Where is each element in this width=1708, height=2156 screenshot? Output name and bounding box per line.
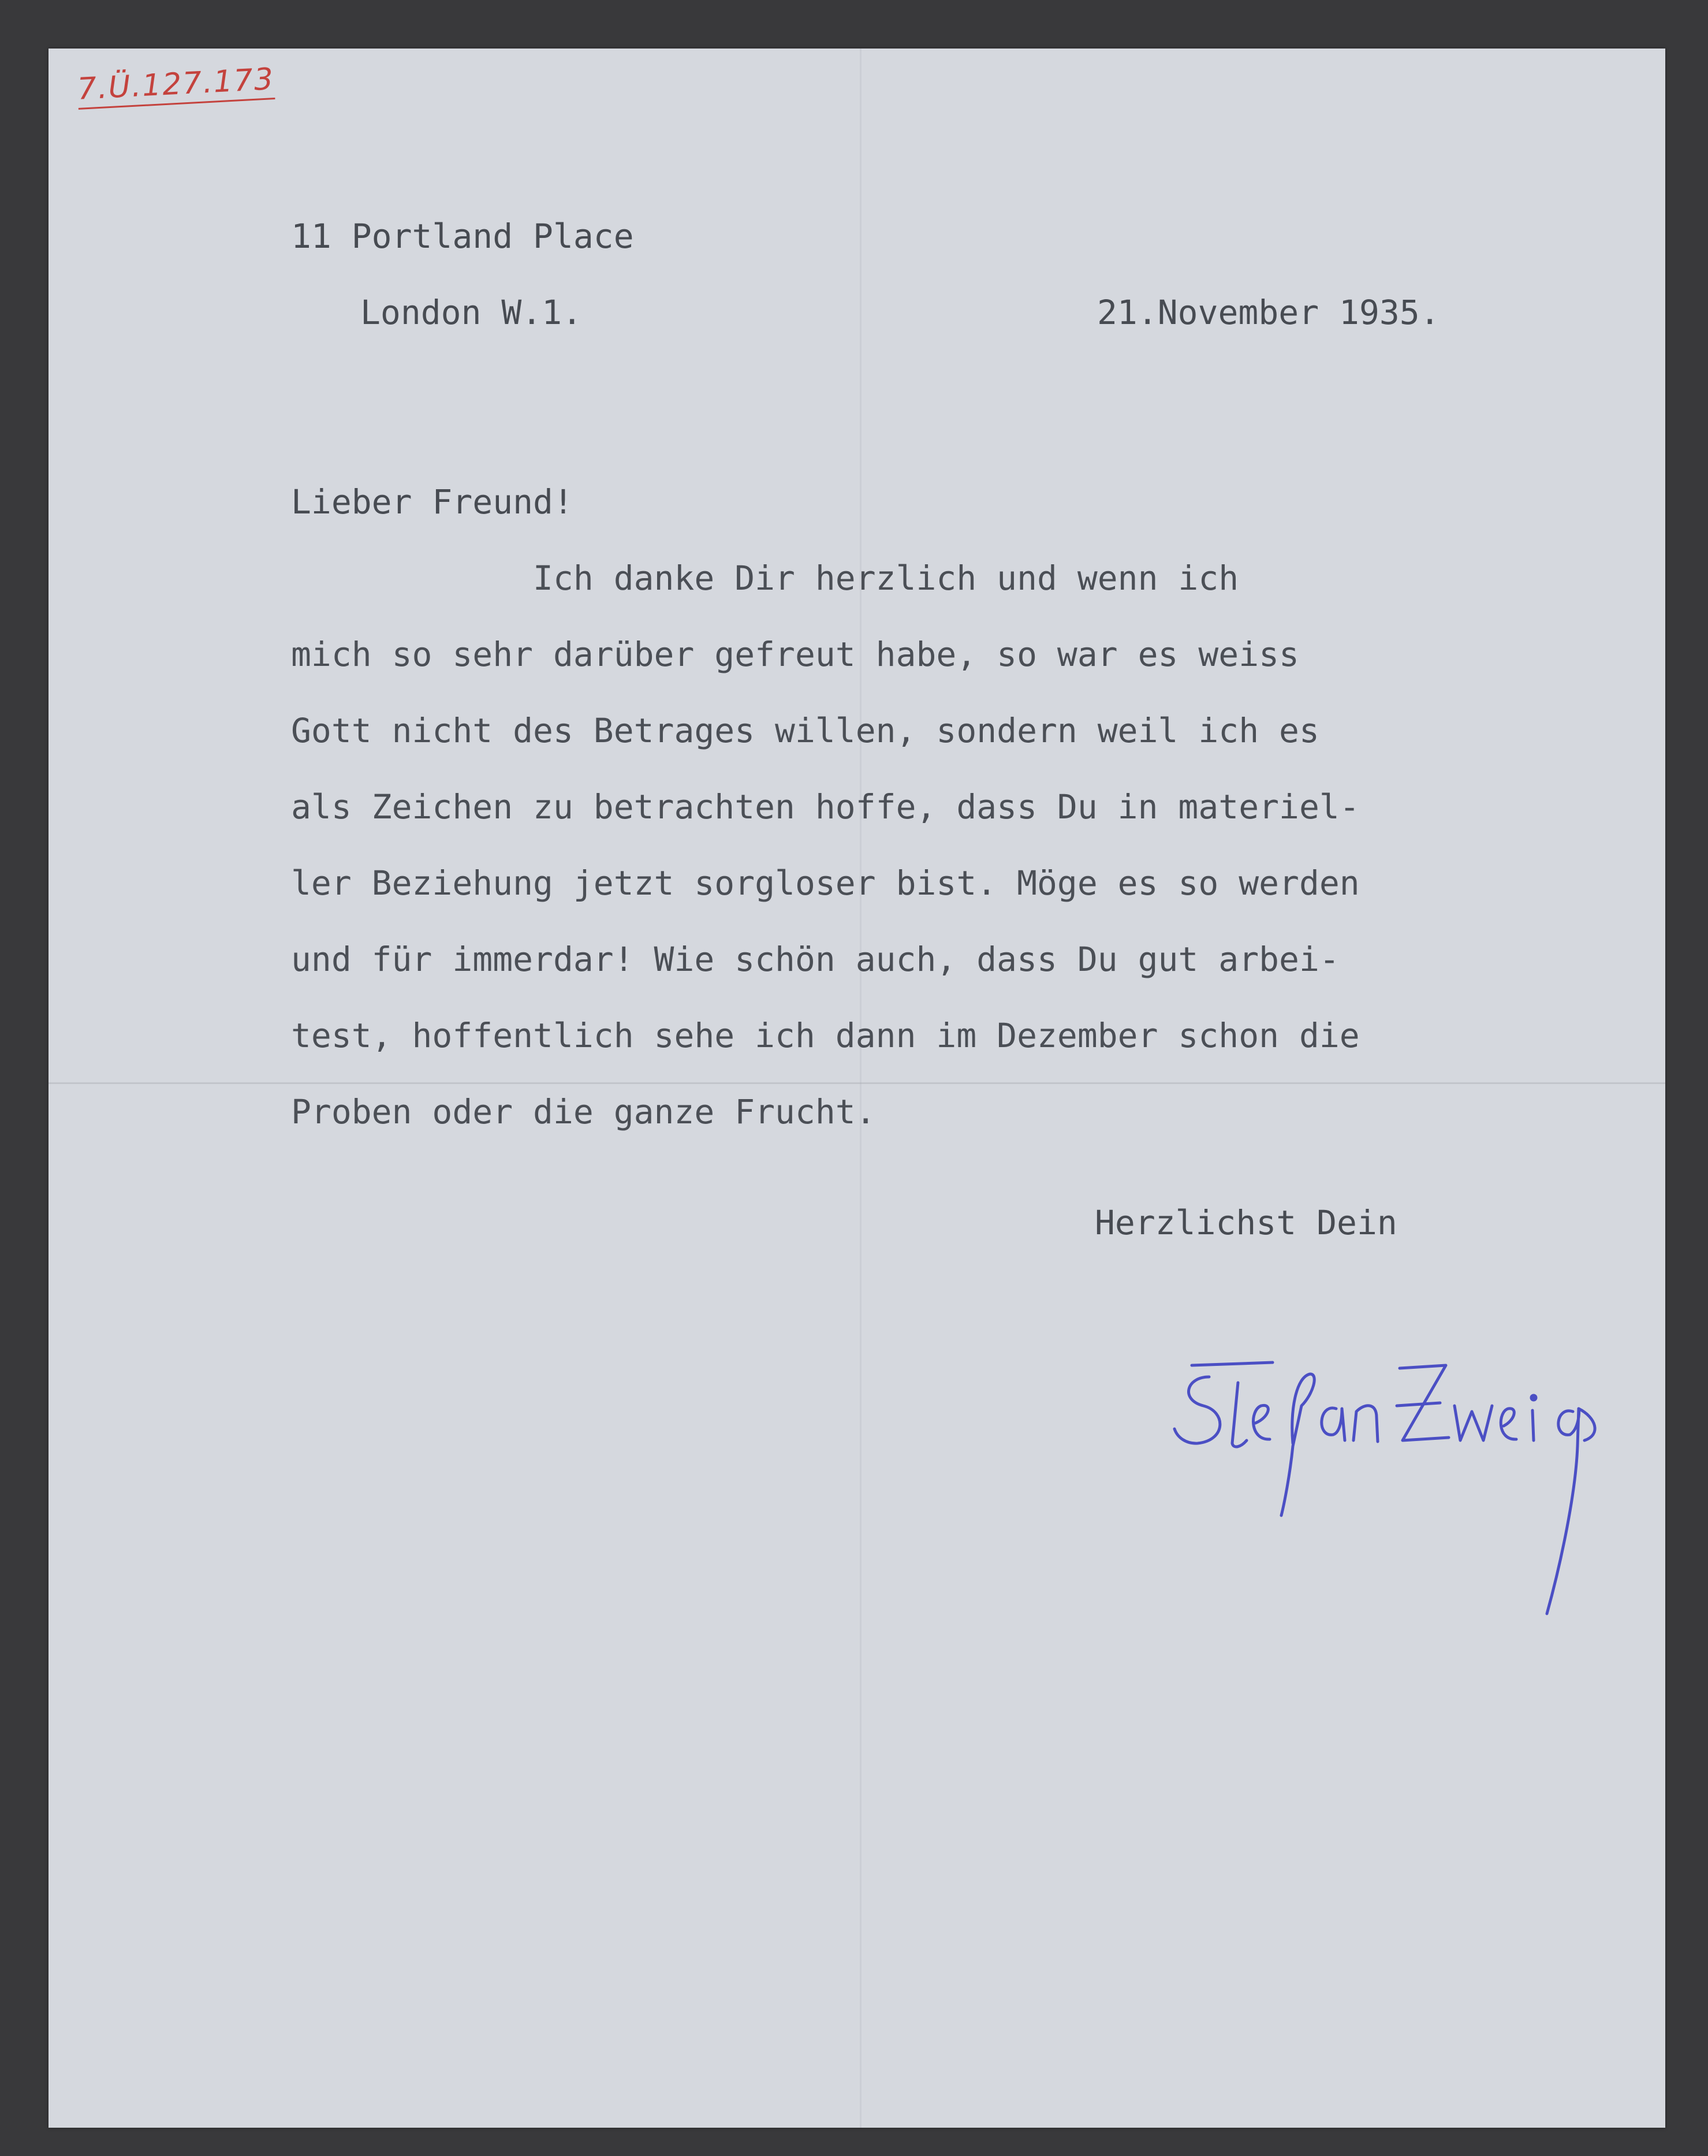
salutation: Lieber Freund! — [291, 482, 573, 522]
body-line-5: ler Beziehung jetzt sorgloser bist. Möge es so werden — [291, 863, 1360, 903]
vertical-fold-crease — [860, 49, 862, 2128]
body-line-7: test, hoffentlich sehe ich dann im Dezember schon die — [291, 1016, 1360, 1055]
body-line-1: Ich danke Dir herzlich und wenn ich — [291, 558, 1239, 598]
body-line-8: Proben oder die ganze Frucht. — [291, 1092, 876, 1131]
address-line-1: 11 Portland Place — [291, 217, 634, 256]
body-line-4: als Zeichen zu betrachten hoffe, dass Du in materiel- — [291, 787, 1360, 826]
handwritten-signature — [1169, 1342, 1631, 1654]
letter-sheet — [49, 49, 1665, 2128]
body-line-2: mich so sehr darüber gefreut habe, so war es weiss — [291, 635, 1299, 674]
horizontal-fold-crease — [49, 1082, 1665, 1084]
address-line-2: London W.1. — [360, 293, 583, 332]
letter-date: 21.November 1935. — [1097, 293, 1440, 332]
body-line-6: und für immerdar! Wie schön auch, dass Du gut arbei- — [291, 940, 1340, 979]
body-line-3: Gott nicht des Betrages willen, sondern weil ich es — [291, 711, 1319, 750]
archive-shelfmark: 7.Ü.127.173 — [77, 62, 275, 110]
closing: Herzlichst Dein — [1095, 1203, 1397, 1242]
